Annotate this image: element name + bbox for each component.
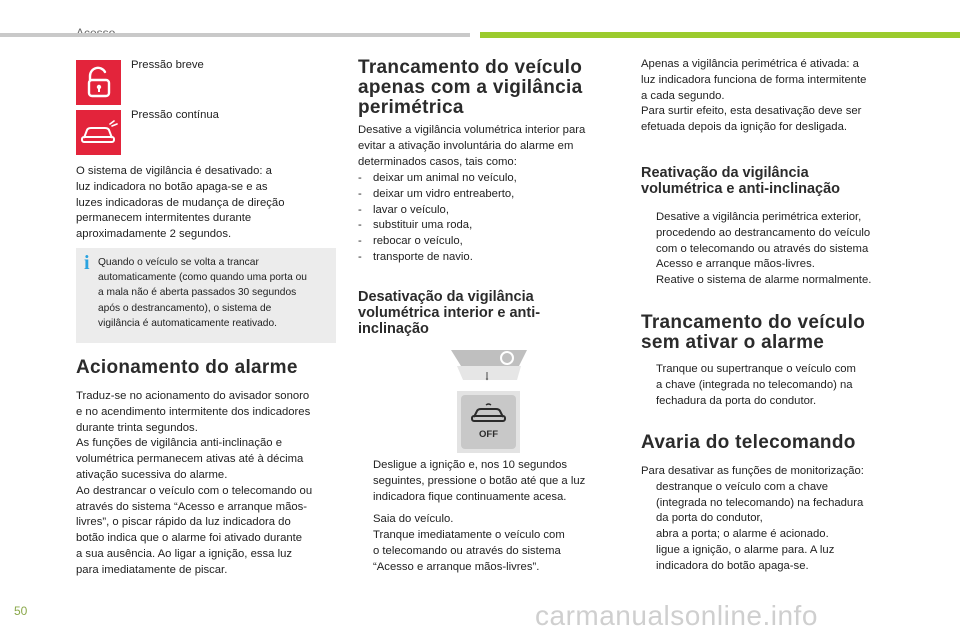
ceiling-console-illustration (449, 344, 529, 382)
alarm-car-icon (467, 403, 510, 425)
list-item: - lavar o veículo, (358, 203, 449, 216)
header-divider-green (480, 32, 960, 38)
unlock-padlock-icon (76, 60, 121, 105)
page-number: 50 (14, 604, 28, 618)
list-item: - substituir uma roda, (358, 219, 473, 232)
alarm-car-icon (76, 110, 121, 155)
short-press-label: Pressão breve (131, 59, 204, 71)
info-note-box (76, 248, 336, 343)
off-label: OFF (479, 429, 498, 440)
alarm-off-button-illustration (457, 391, 520, 453)
lock-without-alarm-heading: Trancamento do veículo sem ativar o alarme (641, 312, 866, 353)
situations-list (358, 171, 628, 266)
perimeter-lock-heading: Trancamento do veículo apenas com a vigilância perimétrica (358, 57, 583, 118)
perimeter-only-paragraph: Apenas a vigilância perimétrica é ativada: a luz indicadora funciona de forma intermitente a cada segundo. Para surtir efeito, esta desativação deve ser efetuada depois da ignição for desligada. (641, 58, 867, 134)
list-item: abra a porta; o alarme é acionado. (656, 528, 829, 541)
list-item: Saia do veículo. (373, 513, 454, 526)
header-divider-gray (0, 33, 470, 37)
alarm-trigger-heading: Acionamento do alarme (76, 357, 298, 378)
list-item: - transporte de navio. (358, 250, 473, 263)
list-item: Tranque ou supertranque o veículo com a chave (integrada no telecomando) na fechadura da porta do condutor. (656, 363, 856, 407)
remote-fault-section: Para desativar as funções de monitorização: destranque o veículo com a chave (integrada no telecomando) na fechadura da porta do condutor, abra a porta; o alarme é acionado. ligue a ignição, o alarme para. A luz indicadora do botão apaga-se. (641, 464, 926, 575)
volumetric-deactivation-heading: Desativação da vigilância volumétrica interior e anti- inclinação (358, 289, 541, 337)
reactivation-steps (641, 210, 926, 289)
list-item: - deixar um vidro entreaberto, (358, 187, 515, 200)
watermark: carmanualsonline.info (535, 600, 818, 631)
list-item: Tranque imediatamente o veículo com o telecomando ou através do sistema “Acesso e arranque mãos-livres”. (373, 529, 565, 573)
reactivation-heading: Reativação da vigilância volumétrica e anti-inclinação (641, 165, 841, 197)
deactivation-paragraph: O sistema de vigilância é desativado: a luz indicadora no botão apaga-se e as luzes indicadoras de mudança de direção permanecem intermitentes durante aproximadamente 2 segundos. (76, 165, 285, 241)
list-item: - deixar um animal no veículo, (358, 172, 517, 184)
list-item: - rebocar o veículo, (358, 235, 463, 248)
list-item: ligue a ignição, o alarme para. A luz indicadora do botão apaga-se. (656, 543, 835, 572)
list-item: Desligue a ignição e, nos 10 segundos seguintes, pressione o botão até que a luz indicadora fique continuamente acesa. (373, 459, 586, 503)
perimeter-lock-intro: Desative a vigilância volumétrica interior para evitar a ativação involuntária do alarme em determinados casos, tais como: (358, 124, 586, 168)
remote-fault-heading: Avaria do telecomando (641, 432, 856, 453)
list-item: Reative o sistema de alarme normalmente. (656, 274, 872, 287)
alarm-trigger-paragraph: Traduz-se no acionamento do avisador sonoro e no acendimento intermitente dos indicadores durante trinta segundos. As funções de vigilância anti-inclinação e volumétrica permanecem ativas até à décima ativação sucessiva do alarme. Ao destrancar o veículo com o telecomando ou através do sistema “Acesso e arranque mãos- livres”, o piscar rápido da luz indicadora do botão indica que o alarme foi ativado durante a sua ausência. Ao ligar a ignição, essa luz para imediatamente de piscar. (76, 390, 313, 576)
long-press-label: Pressão contínua (131, 109, 219, 121)
list-item: destranque o veículo com a chave (integrada no telecomando) na fechadura da porta do condutor, (656, 480, 864, 525)
list-item: Desative a vigilância perimétrica exterior, procedendo ao destrancamento do veículo com o telecomando ou através do sistema Acesso e arranque mãos-livres. (656, 211, 871, 271)
info-note-text: Quando o veículo se volta a trancar automaticamente (como quando uma porta ou a mala não é aberta passados 30 segundos após o destrancamento), o sistema de vigilância é automaticamente reativado. (98, 257, 307, 329)
lock-without-alarm-steps (641, 362, 926, 409)
deactivation-steps (358, 458, 633, 576)
info-icon: i (84, 252, 90, 274)
